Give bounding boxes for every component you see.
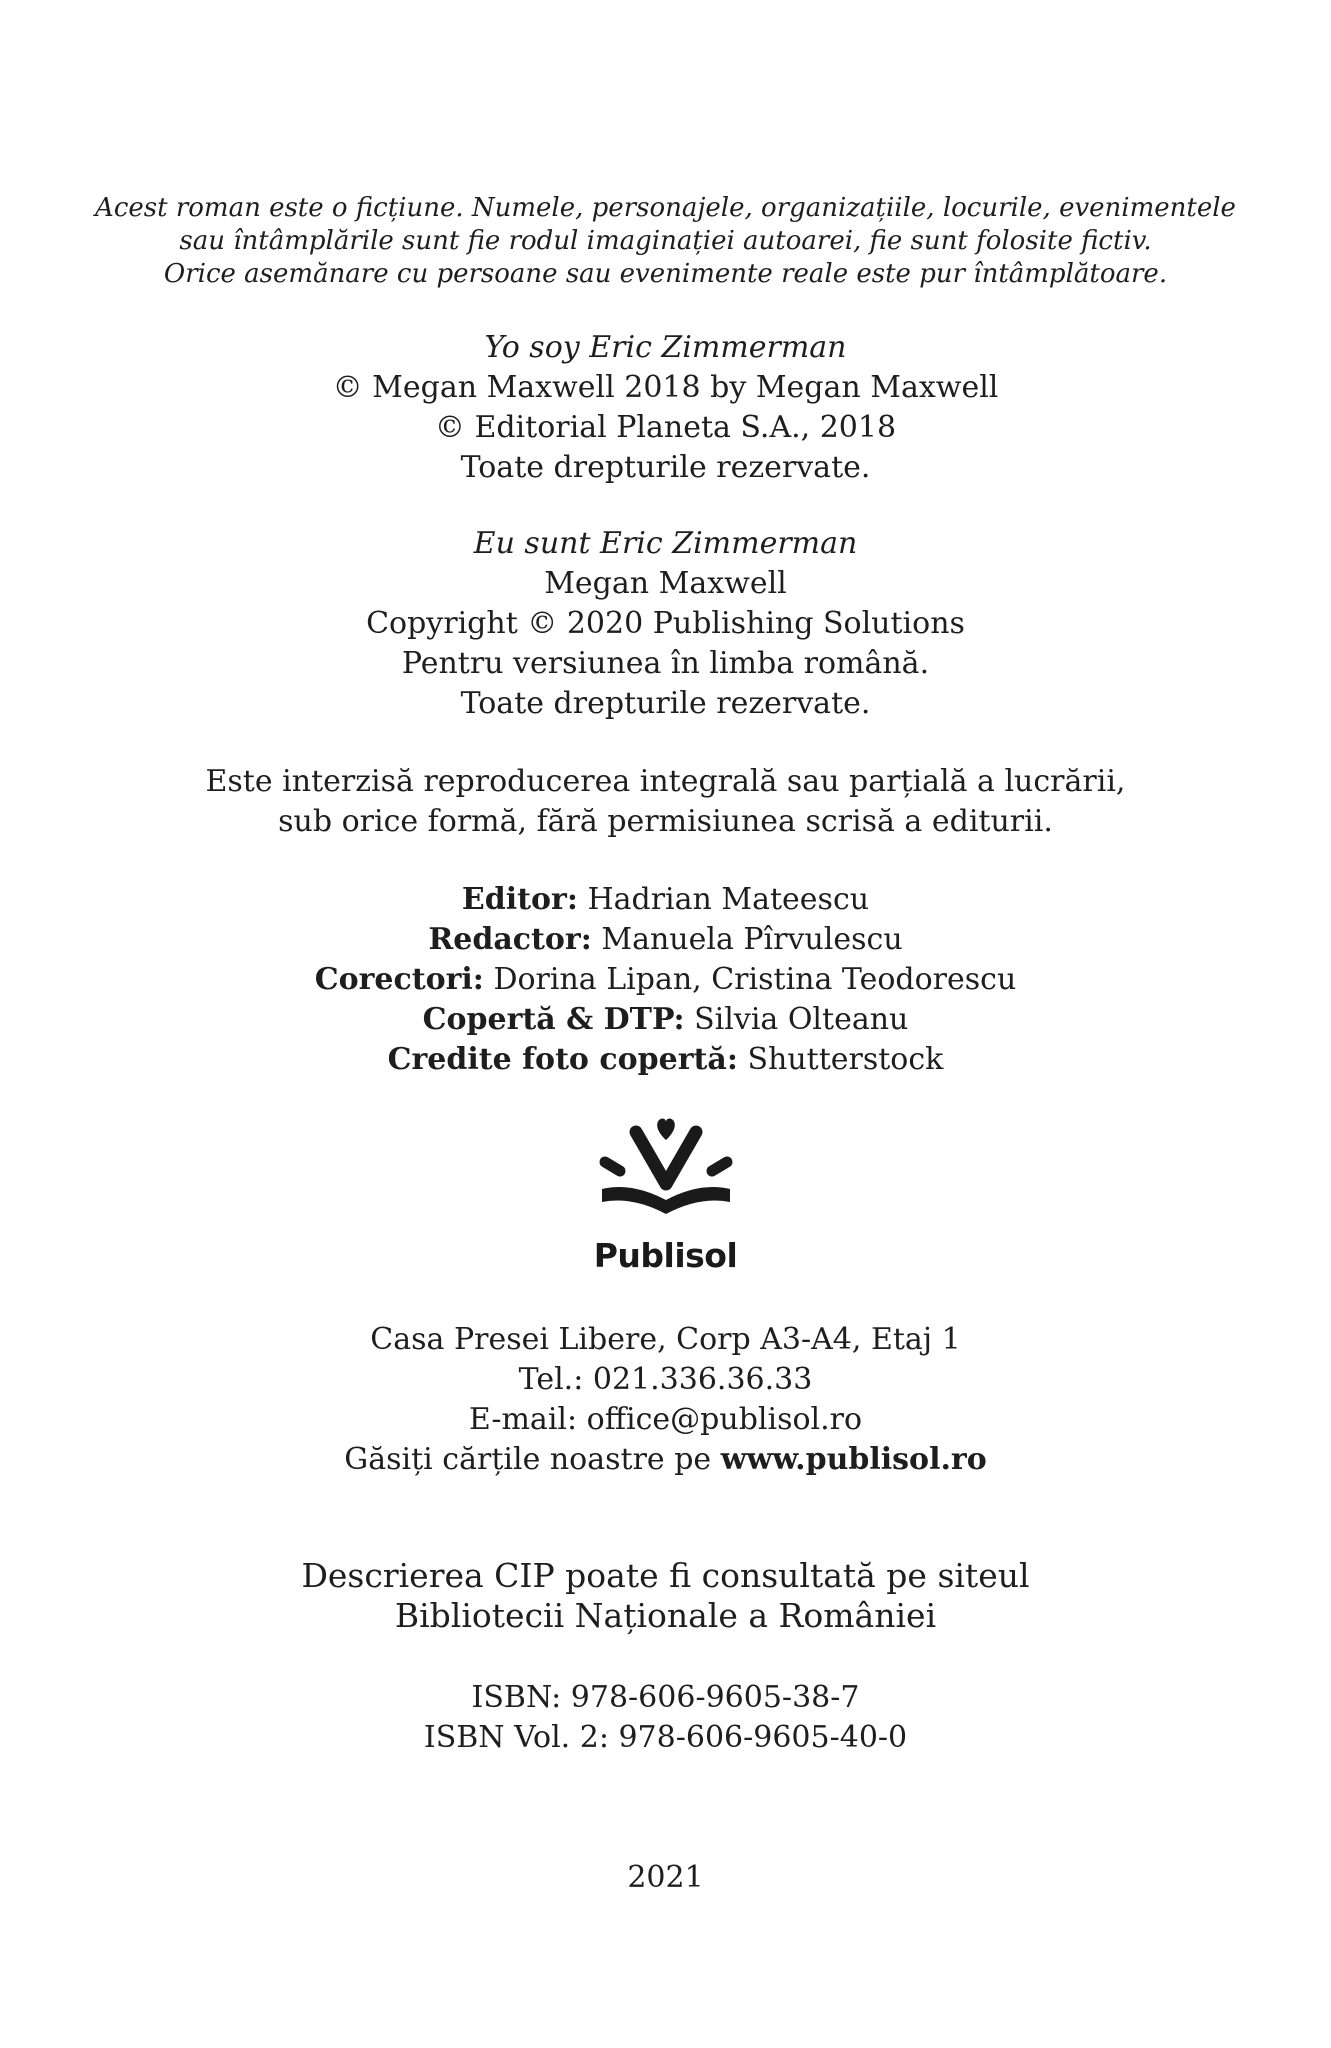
original-rights: Toate drepturile rezervate.	[460, 450, 871, 485]
credit-label: Copertă & DTP:	[422, 1002, 685, 1037]
right-dash-icon	[712, 1162, 727, 1171]
cip-notice	[0, 1556, 1331, 1636]
isbn-vol2-line: ISBN Vol. 2: 978-606-9605-40-0	[423, 1720, 908, 1755]
reproduction-notice	[0, 762, 1331, 842]
publisher-email: E-mail: office@publisol.ro	[468, 1402, 863, 1437]
credit-label: Corectori:	[314, 962, 484, 997]
romanian-rights: Toate drepturile rezervate.	[460, 686, 871, 721]
credit-label: Editor:	[461, 882, 578, 917]
open-book-icon	[602, 1187, 730, 1214]
credit-proofreaders	[0, 960, 1331, 1000]
romanian-edition-info	[0, 524, 1331, 724]
website-link[interactable]: www.publisol.ro	[720, 1442, 987, 1477]
isbn-line: ISBN: 978-606-9605-38-7	[471, 1680, 860, 1715]
original-copyright-publisher: © Editorial Planeta S.A., 2018	[434, 410, 897, 445]
fiction-disclaimer	[0, 192, 1331, 291]
left-dash-icon	[605, 1162, 620, 1171]
heart-icon	[657, 1119, 675, 1140]
romanian-version: Pentru versiunea în limba română.	[401, 646, 930, 681]
isbn-info	[0, 1678, 1331, 1758]
publisol-logo	[0, 1110, 1331, 1280]
logo-wordmark: Publisol	[593, 1236, 738, 1275]
romanian-copyright: Copyright © 2020 Publishing Solutions	[366, 606, 965, 641]
reproduction-line: Este interzisă reproducerea integrală sau parțială a lucrării,	[205, 764, 1126, 799]
publisher-phone: Tel.: 021.336.36.33	[518, 1362, 813, 1397]
credit-value: Dorina Lipan, Cristina Teodorescu	[493, 962, 1017, 997]
credits-list	[0, 880, 1331, 1080]
original-copyright-author: © Megan Maxwell 2018 by Megan Maxwell	[332, 370, 999, 405]
disclaimer-line: sau întâmplările sunt fie rodul imaginației autoarei, fie sunt folosite fictiv.	[179, 226, 1152, 256]
publisher-website-line	[0, 1440, 1331, 1480]
cip-line: Descrierea CIP poate fi consultată pe siteul	[301, 1556, 1030, 1595]
credit-cover-photo	[0, 1040, 1331, 1080]
publisher-contact	[0, 1320, 1331, 1480]
credit-value: Silvia Olteanu	[694, 1002, 909, 1037]
credit-redactor	[0, 920, 1331, 960]
romanian-title: Eu sunt Eric Zimmerman	[473, 526, 858, 561]
credit-label: Redactor:	[428, 922, 592, 957]
disclaimer-line: Orice asemănare cu persoane sau evenimente reale este pur întâmplătoare.	[163, 259, 1168, 289]
credit-value: Hadrian Mateescu	[587, 882, 870, 917]
publication-year: 2021	[627, 1860, 704, 1895]
credit-value: Shutterstock	[747, 1042, 944, 1077]
original-title: Yo soy Eric Zimmerman	[484, 330, 847, 365]
cip-line: Bibliotecii Naționale a României	[394, 1596, 937, 1635]
website-prefix: Găsiți cărțile noastre pe	[344, 1442, 721, 1477]
romanian-author: Megan Maxwell	[544, 566, 787, 601]
original-edition-info	[0, 328, 1331, 488]
disclaimer-line: Acest roman este o ficțiune. Numele, personajele, organizațiile, locurile, evenimentele	[95, 193, 1236, 223]
credit-cover-dtp	[0, 1000, 1331, 1040]
publisher-address: Casa Presei Libere, Corp A3-A4, Etaj 1	[370, 1322, 961, 1357]
credit-editor	[0, 880, 1331, 920]
publisol-logo-icon	[596, 1110, 736, 1230]
credit-label: Credite foto copertă:	[387, 1042, 738, 1077]
reproduction-line: sub orice formă, fără permisiunea scrisă a editurii.	[278, 804, 1053, 839]
credit-value: Manuela Pîrvulescu	[601, 922, 903, 957]
